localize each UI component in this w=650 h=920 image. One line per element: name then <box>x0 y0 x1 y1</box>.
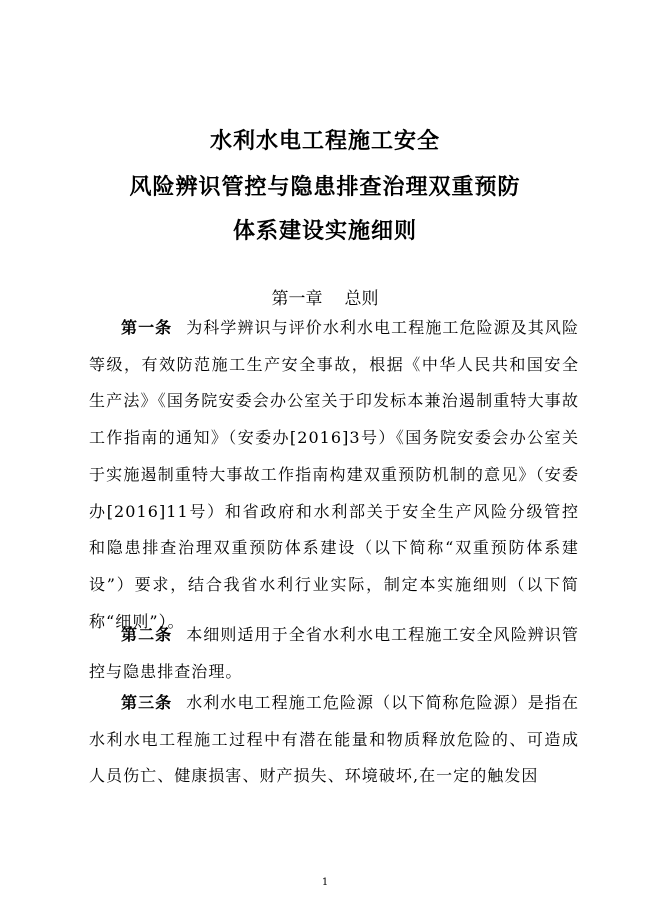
page-number: 1 <box>321 877 329 888</box>
document-title-line-3: 体系建设实施细则 <box>232 219 417 244</box>
document-title-line-1: 水利水电工程施工安全 <box>209 129 440 154</box>
chapter-name: 总则 <box>344 289 379 309</box>
article-3-label: 第三条 <box>121 693 173 712</box>
chapter-heading <box>0 284 650 309</box>
article-2-label: 第二条 <box>121 625 173 644</box>
article-1-text: 为科学辨识与评价水利水电工程施工危险源及其风险等级，有效防范施工生产安全事故，根据《中华人民共和国安全生产法》《国务院安委会办公室关于印发标本兼治遏制重特大事故工作指南的通知》（安委办[2016]3号）《国务院安委会办公室关于实施遏制重特大事故工作指南构建双重预防机制的意见》（安委办[2016]11号）和省政府和水利部关于安全生产风险分级管控和隐患排查治理双重预防体系建设（以下简称“双重预防体系建设”）要求，结合我省水利行业实际，制定本实施细则（以下简称“细则”）。 <box>89 318 579 631</box>
article-2-text: 本细则适用于全省水利水电工程施工安全风险辨识管控与隐患排查治理。 <box>89 625 579 681</box>
article-1 <box>89 310 579 640</box>
article-1-label: 第一条 <box>121 318 173 337</box>
article-3-paragraph <box>89 685 579 795</box>
article-2-paragraph <box>89 617 579 690</box>
chapter-number: 第一章 <box>271 289 323 309</box>
article-1-paragraph <box>89 310 579 640</box>
article-3-text: 水利水电工程施工危险源（以下简称危险源）是指在水利水电工程施工过程中有潜在能量和物质释放危险的、可造成人员伤亡、健康损害、财产损失、环境破坏,在一定的触发因 <box>89 693 579 786</box>
article-2 <box>89 617 579 690</box>
document-title-line-2: 风险辨识管控与隐患排查治理双重预防 <box>129 175 521 200</box>
article-3 <box>89 685 579 795</box>
